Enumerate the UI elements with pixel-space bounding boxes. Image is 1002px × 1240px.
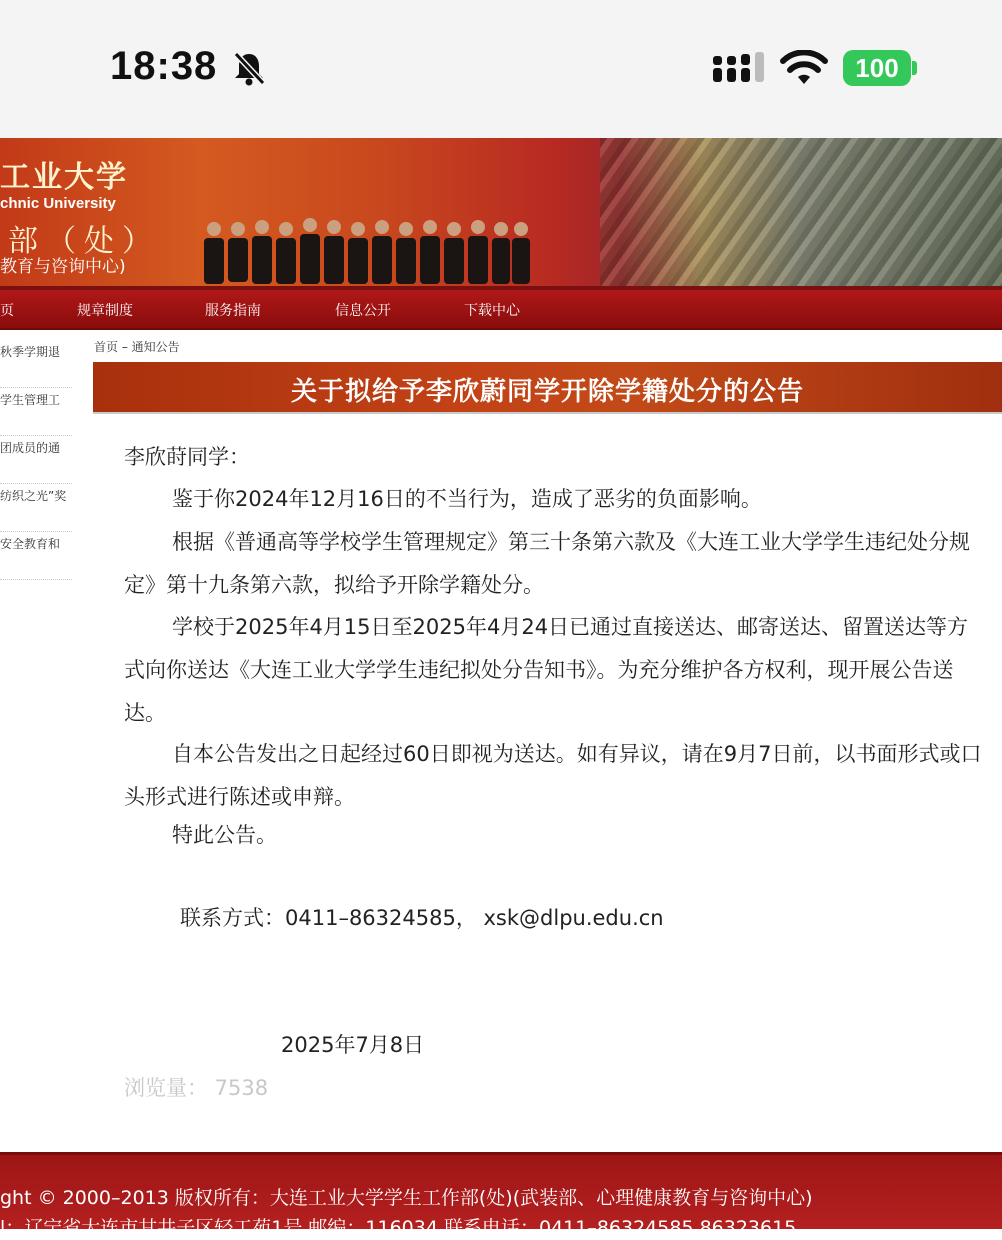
nav-item-service-guide[interactable]: 服务指南 — [205, 303, 261, 319]
article-title: 关于拟给予李欣蔚同学开除学籍处分的公告 — [290, 377, 804, 407]
department-name: 部（处） — [8, 224, 160, 259]
university-name: 工业大学 — [0, 160, 128, 195]
university-english-name: chnic University — [0, 195, 116, 212]
signal-icon — [713, 52, 765, 86]
nav-item-info-disclosure[interactable]: 信息公开 — [335, 303, 391, 319]
battery-icon: 100 — [843, 50, 911, 86]
main-nav — [0, 290, 1002, 330]
view-count: 浏览量： 7538 — [124, 1076, 269, 1100]
footer-copyright: ght © 2000–2013 版权所有：大连工业大学学生工作部(处)(武装部、心理健康教育与咨询中心) — [0, 1187, 813, 1209]
department-subtitle: 教育与咨询中心) — [0, 257, 126, 277]
article-paragraph: 鉴于你2024年12月16日的不当行为，造成了恶劣的负面影响。 — [172, 487, 762, 511]
article-title-bar — [93, 362, 1002, 414]
article-closing: 特此公告。 — [172, 823, 277, 847]
wifi-icon — [780, 50, 828, 86]
article-salutation: 李欣莳同学： — [124, 445, 250, 469]
contact-info: 联系方式：0411–86324585， xsk@dlpu.edu.cn — [180, 906, 664, 930]
banner-photo — [600, 138, 1002, 290]
nav-item-downloads[interactable]: 下载中心 — [464, 303, 520, 319]
breadcrumb[interactable]: 首页 – 通知公告 — [94, 340, 180, 354]
status-bar — [0, 0, 1002, 138]
article-paragraph: 根据《普通高等学校学生管理规定》第三十条第六款及《大连工业大学学生违纪处分规定》第十九条第六款，拟给予开除学籍处分。 — [124, 530, 970, 597]
sidebar-item[interactable]: 纺织之光”奖 — [0, 487, 72, 532]
article-paragraph: 学校于2025年4月15日至2025年4月24日已通过直接送达、邮寄送达、留置送达等方式向你送达《大连工业大学学生违纪拟处分告知书》。为充分维护各方权利，现开展公告送达。 — [124, 615, 969, 725]
site-banner — [0, 138, 1002, 290]
battery-tip — [912, 61, 917, 75]
nav-item-regulations[interactable]: 规章制度 — [77, 303, 133, 319]
footer-address: l：辽宁省大连市甘井子区轻工苑1号 邮编：116034 联系电话：0411–86324585 86323615 — [0, 1217, 797, 1239]
sidebar-item[interactable]: 团成员的通 — [0, 439, 72, 484]
site-footer — [0, 1152, 1002, 1239]
graduates-photo — [202, 214, 532, 286]
sidebar-item[interactable]: 学生管理工 — [0, 391, 72, 436]
status-time: 18:38 — [110, 44, 218, 88]
bell-slash-icon — [232, 50, 266, 86]
nav-item-home[interactable]: 页 — [0, 303, 14, 319]
article-date: 2025年7月8日 — [281, 1033, 425, 1057]
sidebar-item[interactable]: 安全教育和 — [0, 535, 72, 580]
sidebar-item[interactable]: 秋季学期退 — [0, 343, 72, 388]
article-paragraph: 自本公告发出之日起经过60日即视为送达。如有异议，请在9月7日前，以书面形式或口头形式进行陈述或申辩。 — [124, 742, 982, 809]
